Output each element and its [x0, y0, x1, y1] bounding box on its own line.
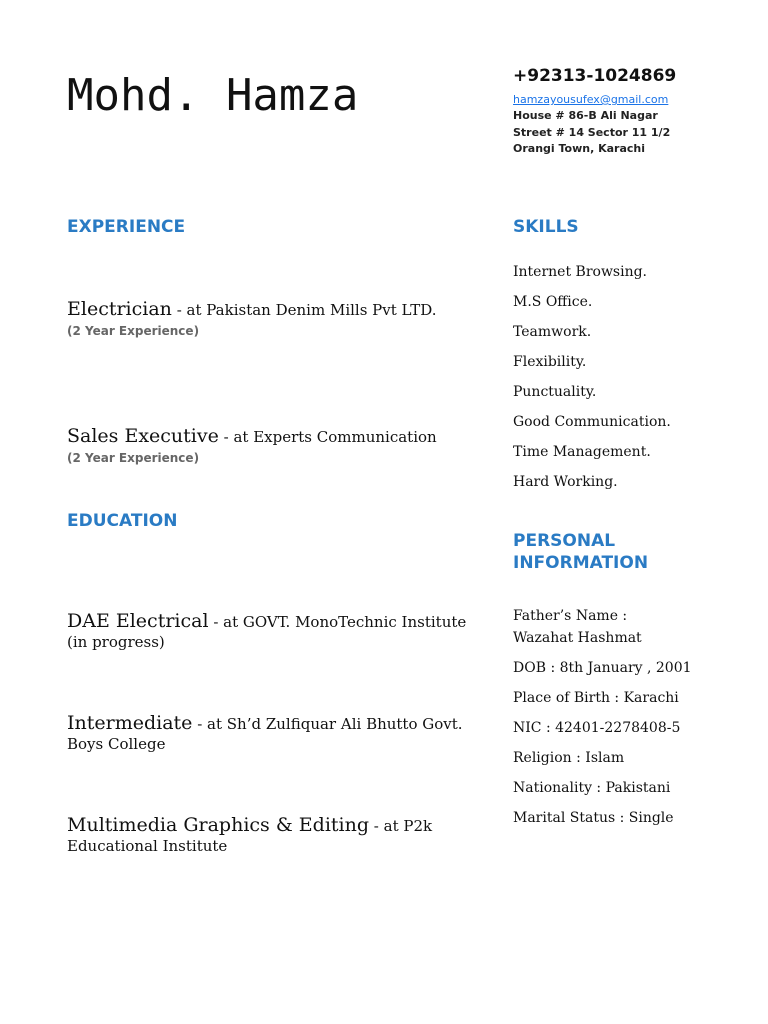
skill-item: Good Communication.	[513, 414, 671, 430]
education-heading: EDUCATION	[67, 511, 178, 531]
candidate-name: Mohd. Hamza	[67, 70, 359, 121]
job-title: Sales Executive	[67, 425, 219, 447]
job-duration: (2 Year Experience)	[67, 324, 200, 338]
education-title: DAE Electrical	[67, 610, 209, 632]
job-employer: - at Pakistan Denim Mills Pvt LTD.	[171, 301, 437, 319]
skill-item: M.S Office.	[513, 294, 593, 310]
education-institute: - at GOVT. MonoTechnic Institute (in progress)	[67, 613, 467, 651]
education-item	[67, 611, 467, 652]
personal-info-item: DOB : 8th January , 2001	[513, 660, 692, 676]
skill-item: Time Management.	[513, 444, 651, 460]
education-item	[67, 815, 467, 856]
job-title: Electrician	[67, 298, 172, 320]
address-line: Orangi Town, Karachi	[513, 142, 646, 155]
personal-info-list	[513, 605, 713, 837]
education-title: Multimedia Graphics & Editing	[67, 814, 370, 836]
personal-info-item: Nationality : Pakistani	[513, 780, 671, 796]
skill-item: Hard Working.	[513, 474, 618, 490]
education-item	[67, 713, 467, 754]
email-link[interactable]: hamzayousufex@gmail.com	[513, 93, 669, 106]
address-line: House # 86-B Ali Nagar	[513, 109, 658, 122]
personal-info-item: Place of Birth : Karachi	[513, 690, 679, 706]
skill-item: Teamwork.	[513, 324, 592, 340]
skills-heading: SKILLS	[513, 217, 579, 237]
personal-info-item: Religion : Islam	[513, 750, 625, 766]
personal-info-item: Marital Status : Single	[513, 810, 674, 826]
skill-item: Punctuality.	[513, 384, 597, 400]
skill-item: Flexibility.	[513, 354, 587, 370]
contact-block	[513, 64, 676, 158]
experience-item	[67, 425, 467, 465]
phone-number: +92313-1024869	[513, 66, 677, 86]
skill-item: Internet Browsing.	[513, 264, 648, 280]
personal-info-heading: PERSONAL INFORMATION	[513, 531, 649, 573]
personal-info-item: Father’s Name : Wazahat Hashmat	[513, 608, 642, 646]
job-duration: (2 Year Experience)	[67, 451, 200, 465]
education-title: Intermediate	[67, 712, 193, 734]
personal-info-item: NIC : 42401-2278408-5	[513, 720, 681, 736]
experience-heading: EXPERIENCE	[67, 217, 186, 237]
education-institute: - at P2k Educational Institute	[67, 817, 433, 855]
job-employer: - at Experts Communication	[218, 428, 437, 446]
experience-item	[67, 298, 467, 338]
address-line: Street # 14 Sector 11 1/2	[513, 125, 671, 139]
skills-list	[513, 257, 671, 497]
education-institute: - at Sh’d Zulfiquar Ali Bhutto Govt. Boys College	[67, 715, 463, 753]
